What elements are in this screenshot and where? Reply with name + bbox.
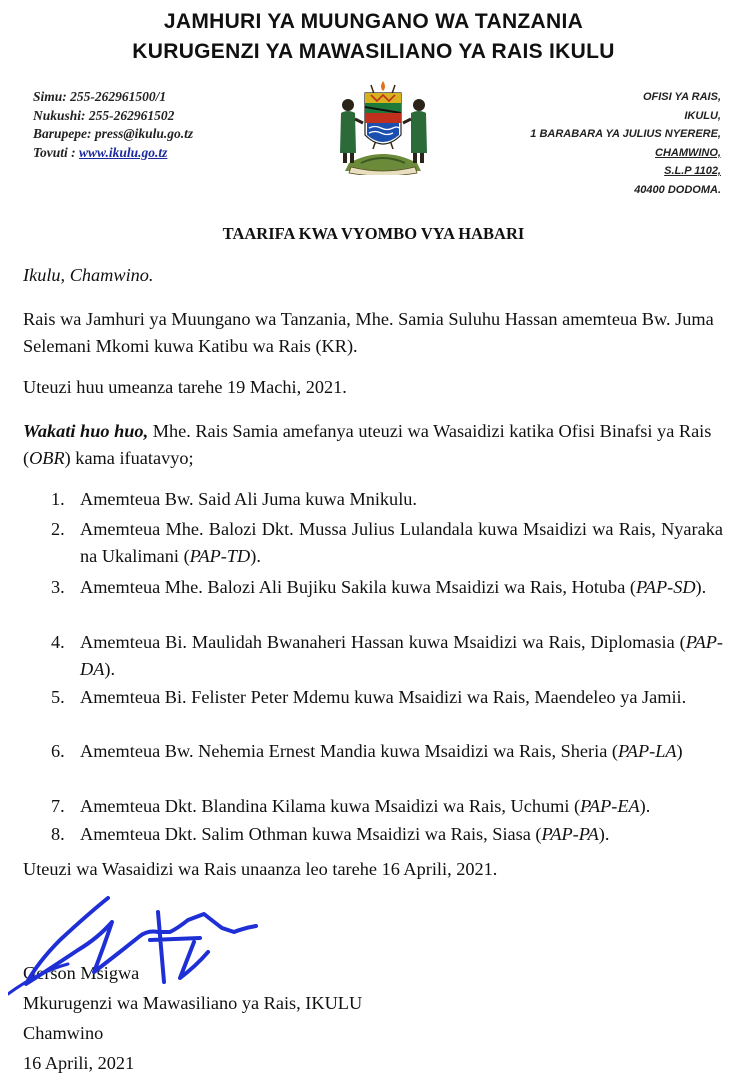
item-text bbox=[80, 574, 723, 601]
item-tail: ). bbox=[639, 796, 651, 816]
item-body: Amemteua Dkt. Blandina Kilama kuwa Msaidizi wa Rais, Uchumi ( bbox=[80, 796, 581, 816]
signatory-title: Mkurugenzi wa Mawasiliano ya Rais, IKULU bbox=[23, 993, 363, 1013]
paragraph-assistants-intro bbox=[23, 418, 723, 472]
address-street: 1 BARABARA YA JULIUS NYERERE, bbox=[530, 128, 721, 140]
address-town: CHAMWINO, bbox=[655, 146, 721, 159]
fax-line: Nukushi: 255-262961502 bbox=[33, 107, 175, 123]
item-abbr: PAP-TD bbox=[189, 546, 251, 566]
email-line: Barupepe: press@ikulu.go.tz bbox=[33, 126, 194, 141]
website-label: Tovuti : bbox=[33, 144, 80, 160]
dateline-place: Ikulu, Chamwino. bbox=[23, 265, 154, 285]
item-abbr: PAP-SD bbox=[635, 577, 696, 597]
phone-line: Simu: 255-262961500/1 bbox=[33, 89, 167, 104]
item-tail: ). bbox=[695, 577, 707, 597]
item-abbr: PAP-LA bbox=[617, 741, 677, 761]
item-number: 3. bbox=[51, 577, 65, 597]
item-number: 8. bbox=[51, 824, 65, 844]
website-line bbox=[33, 144, 193, 163]
item-number: 1. bbox=[51, 489, 65, 509]
item-body: Amemteua Dkt. Salim Othman kuwa Msaidizi wa Rais, Siasa ( bbox=[80, 824, 542, 844]
item-body: Amemteua Mhe. Balozi Ali Bujiku Sakila kuwa Msaidizi wa Rais, Hotuba ( bbox=[80, 577, 636, 597]
intro-text: Mhe. Rais Samia amefanya uteuzi wa Wasaidizi katika Ofisi Binafsi ya Rais ( bbox=[23, 421, 712, 468]
item-number: 7. bbox=[51, 796, 65, 816]
item-text bbox=[80, 516, 723, 570]
website-link[interactable]: www.ikulu.go.tz bbox=[79, 144, 168, 160]
paragraph-closing: Uteuzi wa Wasaidizi wa Rais unaanza leo tarehe 16 Aprili, 2021. bbox=[23, 859, 498, 879]
item-number: 2. bbox=[51, 519, 65, 539]
item-tail: ) bbox=[676, 741, 683, 761]
address-pobox: S.L.P 1102, bbox=[664, 165, 721, 177]
item-tail: ). bbox=[250, 546, 261, 566]
intro-lead: Wakati huo huo, bbox=[23, 421, 149, 441]
item-body: Amemteua Bw. Nehemia Ernest Mandia kuwa Msaidizi wa Rais, Sheria ( bbox=[80, 741, 618, 761]
item-text bbox=[80, 486, 723, 513]
item-body: Amemteua Bi. Maulidah Bwanaheri Hassan kuwa Msaidizi wa Rais, Diplomasia ( bbox=[80, 632, 686, 652]
item-text bbox=[80, 684, 723, 711]
contact-block bbox=[33, 88, 193, 162]
address-office: OFISI YA RAIS, bbox=[642, 91, 721, 103]
intro-abbr: OBR bbox=[29, 448, 65, 468]
paragraph-appointment: Rais wa Jamhuri ya Muungano wa Tanzania, Mhe. Samia Suluhu Hassan amemteua Bw. Juma Selemani Mkomi kuwa Katibu wa Rais (KR). bbox=[23, 309, 714, 356]
address-ikulu: IKULU, bbox=[684, 109, 721, 122]
item-abbr: PAP-EA bbox=[580, 796, 640, 816]
address-city: 40400 DODOMA. bbox=[634, 183, 721, 196]
header-directorate: KURUGENZI YA MAWASILIANO YA RAIS IKULU bbox=[132, 40, 615, 63]
item-body: Amemteua Bw. Said Ali Juma kuwa Mnikulu. bbox=[80, 489, 417, 509]
item-number: 5. bbox=[51, 687, 65, 707]
item-body: Amemteua Bi. Felister Peter Mdemu kuwa Msaidizi wa Rais, Maendeleo ya Jamii. bbox=[80, 687, 687, 707]
coat-of-arms-icon bbox=[331, 79, 435, 175]
item-text bbox=[80, 629, 723, 683]
signatory-name: Gerson Msigwa bbox=[23, 963, 140, 983]
signature-date: 16 Aprili, 2021 bbox=[23, 1053, 135, 1073]
document-title: TAARIFA KWA VYOMBO VYA HABARI bbox=[222, 224, 525, 243]
item-number: 6. bbox=[51, 741, 65, 761]
signatory-place: Chamwino bbox=[23, 1023, 104, 1043]
item-tail: ). bbox=[104, 659, 116, 679]
item-body: Amemteua Mhe. Balozi Dkt. Mussa Julius Lulandala kuwa Msaidizi wa Rais, Nyaraka na Ukalimani ( bbox=[80, 519, 723, 566]
item-number: 4. bbox=[51, 632, 65, 652]
item-text bbox=[80, 793, 723, 820]
header-country: JAMHURI YA MUUNGANO WA TANZANIA bbox=[163, 10, 584, 33]
item-abbr: PAP-PA bbox=[541, 824, 599, 844]
intro-tail: ) kama ifuatavyo; bbox=[64, 448, 194, 468]
paragraph-effective-date: Uteuzi huu umeanza tarehe 19 Machi, 2021. bbox=[23, 377, 347, 397]
item-tail: ). bbox=[598, 824, 610, 844]
signature-block bbox=[23, 958, 362, 1078]
item-abbr: PAP-DA bbox=[80, 632, 723, 679]
address-block bbox=[530, 88, 721, 199]
item-text bbox=[80, 821, 723, 848]
item-text bbox=[80, 738, 723, 765]
